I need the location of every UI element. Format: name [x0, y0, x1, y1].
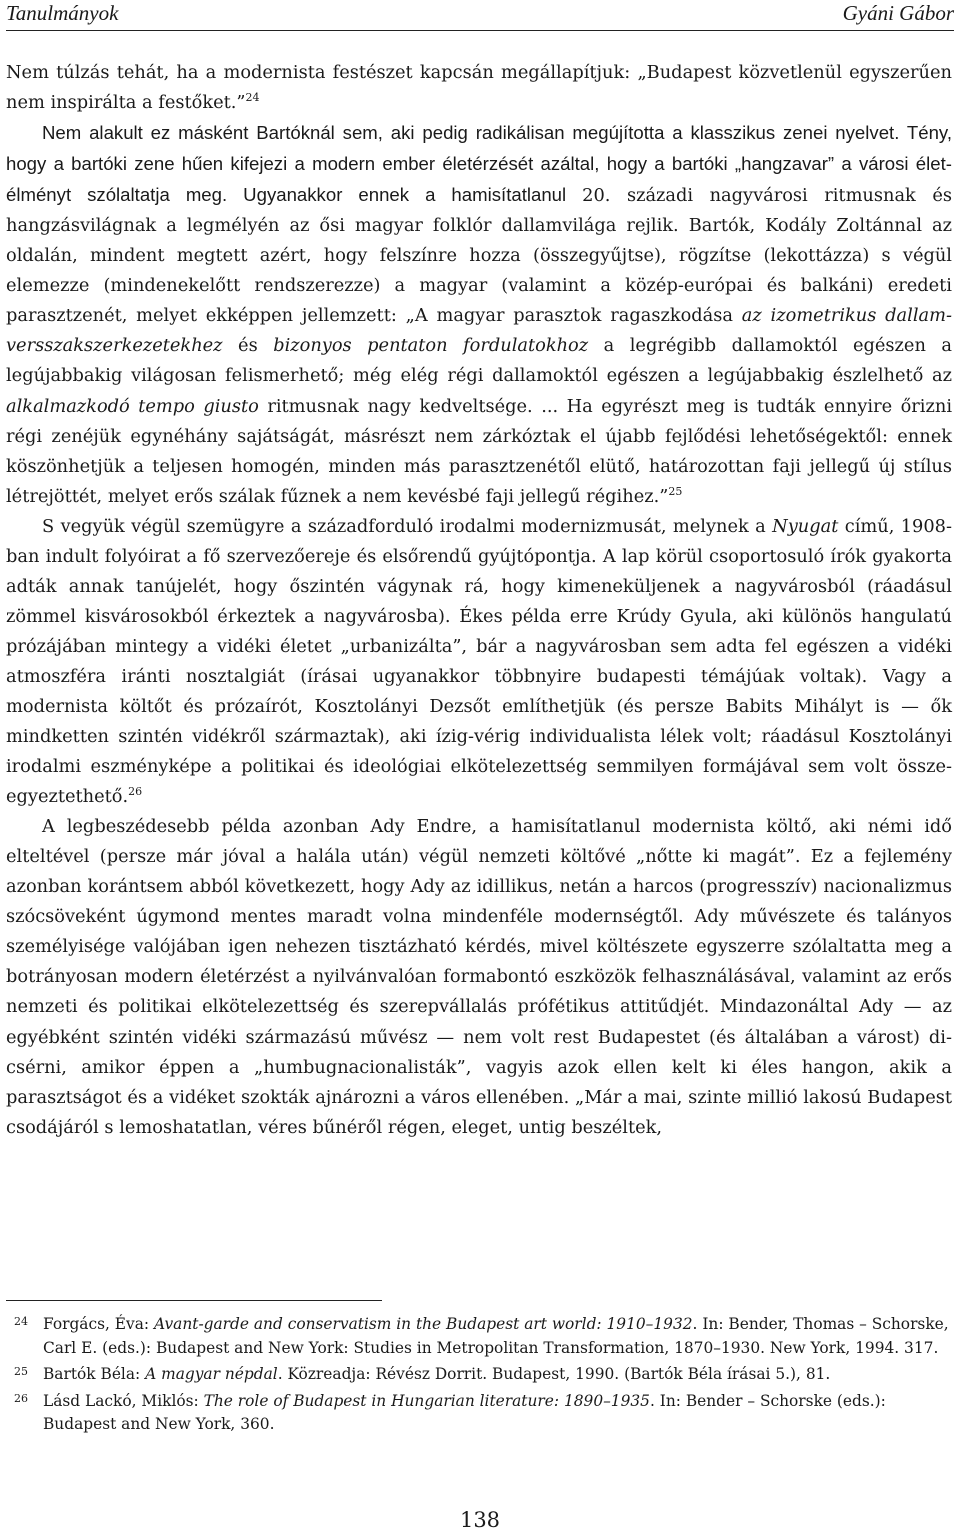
header-divider [6, 30, 954, 31]
paragraph-text: A legbeszédesebb példa azonban Ady Endre, a hamisítatlanul modernista költő, aki némi idő elteltével (persze már jóval a halála után) végül nemzeti költővé „nőtte ki magát”. Ez a fejlemény azonban korántsem abból következett, hogy Ady az idillikus, netán a harcos (progresszív) nacionalizmus szócsöveként úgymond mentes maradt volna mindenféle modernségtől. Ady művészete és talányos személyisége valójában igen nehezen tisztázható kérdés, mivel költészete egyszerre szólaltatta meg a botrányosan modern életérzést a nyilvánvalóan formabontó eszközök felhasználásával, valamint az erős nemzeti és politikai elkötelezettség és szerepvállalás prófétikus attitűdjét. Mindazonáltal Ady — az egyébként szintén vidéki származású művész — nem volt rest Budapestet (és általában a várost) dicsérni, amikor éppen a „humbugnacionalisták”, vagyis azok ellen kelt ki éles hangon, akik a parasztságot és a vidéket szokták ajnározni a város ellenében. „Már a mai, szinte millió lakosú Budapest csodájáról s lemoshatatlan, véres bűnéről régen, eleget, untig beszéltek, [6, 816, 952, 1138]
paragraph [6, 812, 952, 1143]
footnote-number: 25 [14, 1365, 28, 1378]
footnote-text: . In: Bender, Thomas – Schorske, Carl E. (eds.): Budapest and New York: Studies in Metropolitan Transformation, 1870–1930. New York, 1994. 317. [43, 1315, 949, 1357]
emphasis: az izometrikus dallamversszakszerkezetekhez [6, 305, 953, 357]
footnote-number: 26 [14, 1391, 28, 1405]
emphasis: alkalmazkodó tempo giusto [6, 395, 259, 417]
footnote-title: The role of Budapest in Hungarian literature: 1890–1935 [203, 1391, 650, 1410]
footnote-title: Avant-garde and conservatism in the Budapest art world: 1910–1932 [153, 1315, 693, 1333]
footnote-number: 24 [14, 1315, 28, 1328]
paragraph-text: a legrégibb dallamoktól egészen a legújabbakig világosan felismerhető; még elég régi dallamoktól egészen a legújabbakig észlelhető az [6, 335, 952, 387]
footnote-text: . In: Bender – Schorske (eds.): Budapest and New York, 360. [43, 1391, 886, 1433]
paragraph [6, 58, 952, 118]
footnote-title: A magyar népdal [145, 1365, 278, 1383]
footnote [6, 1390, 952, 1437]
paragraph-text: 20. századi nagyvárosi ritmusnak és hangzásvilágnak a legmélyén az ősi magyar folklór dallamvilága rejlik. Bartók, Kodály Zoltánnal az oldalán, mindent megtett azért, hogy felszínre hozza (összegyűjtse), rögzítse (lekottázza) s végül elemezze (mindenekelőtt rendszerezze) a magyar (valamint a közép-európai és balkáni) eredeti parasztzenét, melyet ekképpen jellemzett: „A magyar parasztok ragaszkodása [6, 185, 952, 327]
section-title: Tanulmányok [6, 1, 119, 25]
paragraph [6, 118, 952, 512]
running-header [6, 0, 954, 30]
paragraph [6, 512, 952, 812]
footnote-text: Forgács, Éva: [43, 1315, 154, 1333]
footnote-ref[interactable]: 26 [128, 785, 143, 799]
page-number: 138 [459, 1508, 501, 1532]
footnotes [6, 1313, 952, 1440]
paragraph-text: Nem alakult ez másként Bartóknál sem, aki pedig radikálisan megújította a klasszikus zenei nyelvet. Tény, hogy a bartóki zene hűen kifejezi a modern ember életérzését azáltal, hogy a bartóki „hangzavar” a városi életélményt szólaltatja meg. Ugyanakkor ennek a hamisítatlanul [6, 122, 952, 206]
footnote-divider [6, 1300, 382, 1301]
article-body [6, 58, 952, 1143]
emphasis: bizonyos pentaton fordulatokhoz [273, 335, 589, 357]
author-name: Gyáni Gábor [842, 1, 954, 25]
paragraph-text: Nem túlzás tehát, ha a modernista festészet kapcsán megállapítjuk: „Budapest közvetlenül egyszerűen nem inspirálta a festőket.” [6, 62, 952, 114]
paragraph-text: című, 1908-ban indult folyóirat a fő szervezőereje és elsőrendű gyújtópontja. A lap körül csoportosuló írók gyakorta adták annak tanújelét, hogy őszintén vágynak rá, hogy kimeneküljenek a nagyvárosból (ráadásul zömmel kisvárosokból érkeztek a nagyvárosba). Ékes példa erre Krúdy Gyula, aki különös hangulatú prózájában mintegy a vidéki életet „urbanizálta”, bár a nagyvárosban sem adta fel egészen a vidéki atmoszféra iránti nosztalgiát (írásai ugyanakkor többnyire budapesti témájúak voltak). Vagy a modernista költőt és prózaírót, Kosztolányi Dezsőt említhetjük (és persze Babits Mihályt is — ők mindketten szintén vidékről származtak), aki ízig-vérig individualista lélek volt; ráadásul Kosztolányi irodalmi eszményképe a politikai és ideológiai elkötelezettség semmilyen formájával sem volt összeegyeztethető. [6, 515, 952, 808]
paragraph-text: ritmusnak nagy kedveltsége. ... Ha egyrészt meg is tudták ennyire őrizni régi zenéjük egynéhány sajátságát, másrészt nem zárkóztak el újabb fejlődési lehetőségektől: ennek köszönhetjük a teljesen homogén, minden más parasztzenétől elütő, határozottan faji jellegű új stílus létrejöttét, melyet erős szálak fűznek a nem kevésbé faji jellegű régihez.” [6, 395, 953, 507]
footnote [6, 1313, 952, 1360]
emphasis: Nyugat [772, 515, 839, 537]
footnote-ref[interactable]: 24 [245, 91, 260, 105]
paragraph-text: és [222, 335, 274, 357]
footnote-text: Bartók Béla: [43, 1365, 146, 1383]
footnote-text: . Közreadja: Révész Dorrit. Budapest, 1990. (Bartók Béla írásai 5.), 81. [277, 1365, 831, 1383]
footnote [6, 1363, 952, 1387]
footnote-ref[interactable]: 25 [668, 484, 683, 498]
footnote-text: Lásd Lackó, Miklós: [43, 1391, 204, 1410]
paragraph-text: S vegyük végül szemügyre a századforduló irodalmi modernizmusát, melynek a [42, 515, 773, 537]
